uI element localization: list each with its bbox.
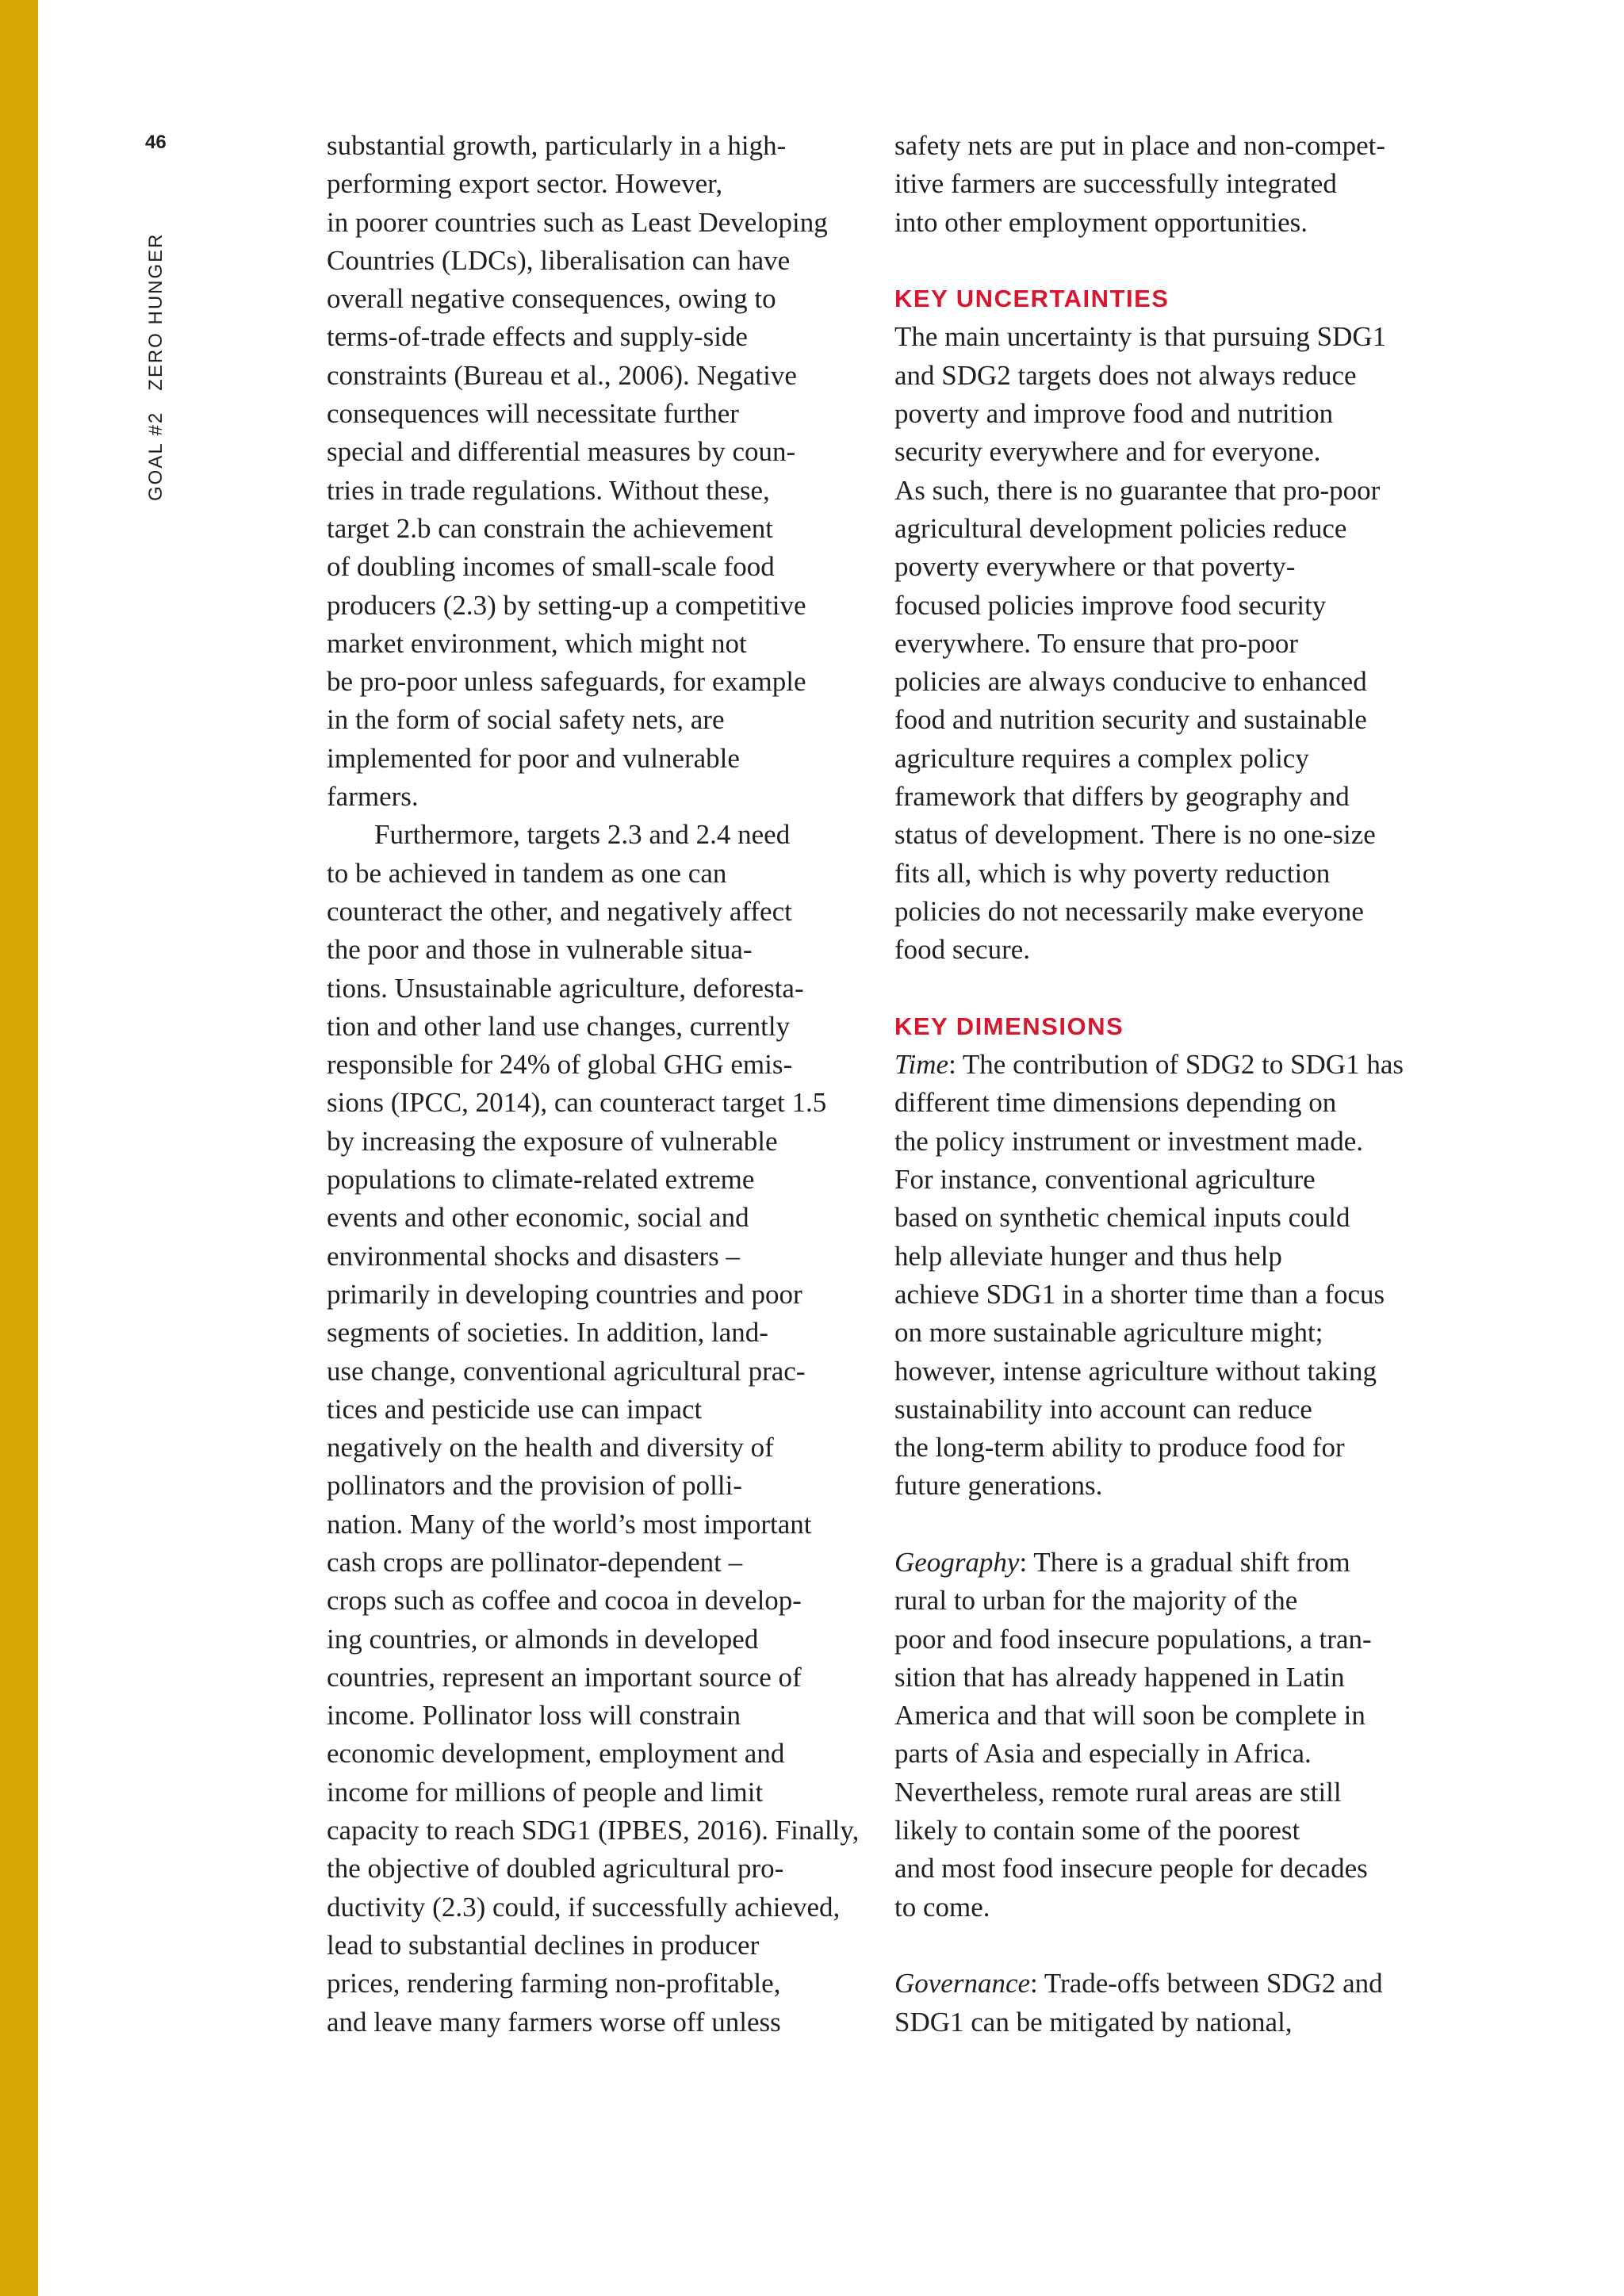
text-line: into other employment opportunities. (894, 206, 1308, 238)
text-line: target 2.b can constrain the achievement (327, 512, 774, 544)
text-line: substantial growth, particularly in a high- (327, 130, 787, 161)
text-line: the poor and those in vulnerable situa- (327, 934, 753, 966)
text-line: focused policies improve food security (894, 589, 1327, 621)
text-line: likely to contain some of the poorest (894, 1815, 1300, 1846)
text-line: For instance, conventional agriculture (894, 1164, 1316, 1196)
text-line: pollinators and the provision of polli- (327, 1470, 742, 1502)
running-head (145, 232, 167, 501)
page-edge-bar (0, 0, 38, 2296)
text-line: income for millions of people and limit (327, 1776, 764, 1808)
running-head-goal: GOAL #2 (145, 411, 167, 501)
text-line: consequences will necessitate further (327, 398, 739, 430)
text-line: America and that will soon be complete in (894, 1700, 1365, 1732)
text-line: populations to climate-related extreme (327, 1164, 755, 1196)
text-line: be pro-poor unless safeguards, for example (327, 666, 806, 698)
text-line: sition that has already happened in Latin (894, 1661, 1345, 1693)
key-dimensions-heading: KEY DIMENSIONS (894, 1012, 1124, 1040)
text-line: safety nets are put in place and non-compet- (894, 130, 1386, 161)
text-line: producers (2.3) by setting-up a competitive (327, 589, 806, 621)
text-line: primarily in developing countries and poor (327, 1278, 802, 1310)
text-line: and most food insecure people for decades (894, 1853, 1368, 1885)
text-line: agriculture requires a complex policy (894, 742, 1309, 774)
text-line: Nevertheless, remote rural areas are still (894, 1776, 1342, 1808)
text-line: ing countries, or almonds in developed (327, 1623, 759, 1655)
text-line: income. Pollinator loss will constrain (327, 1700, 741, 1732)
right-column (894, 127, 1450, 2042)
text-line: sions (IPCC, 2014), can counteract target 1.5 (327, 1087, 827, 1119)
text-line: the long-term ability to produce food for (894, 1432, 1345, 1464)
text-line: terms-of-trade effects and supply-side (327, 321, 748, 353)
text-line: sustainability into account can reduce (894, 1393, 1312, 1425)
text-line: environmental shocks and disasters – (327, 1240, 741, 1272)
text-line: overall negative consequences, owing to (327, 283, 776, 315)
time-label: Time (894, 1049, 949, 1081)
text-line: use change, conventional agricultural prac- (327, 1355, 806, 1387)
text-line: status of development. There is no one-size (894, 819, 1376, 851)
time-line-text: : The contribution of SDG2 to SDG1 has (948, 1049, 1404, 1081)
text-line: security everywhere and for everyone. (894, 436, 1321, 468)
text-line: policies are always conducive to enhanced (894, 666, 1367, 698)
text-line: The main uncertainty is that pursuing SDG1 (894, 321, 1387, 353)
text-line: future generations. (894, 1470, 1103, 1502)
text-line: of doubling incomes of small-scale food (327, 551, 775, 583)
text-line: tries in trade regulations. Without these, (327, 474, 770, 506)
text-line: SDG1 can be mitigated by national, (894, 2006, 1293, 2038)
text-line: on more sustainable agriculture might; (894, 1317, 1323, 1349)
text-line: economic development, employment and (327, 1738, 785, 1770)
text-line: crops such as coffee and cocoa in develop- (327, 1585, 802, 1617)
text-line: farmers. (327, 781, 419, 813)
text-line: everywhere. To ensure that pro-poor (894, 627, 1299, 659)
text-line: negatively on the health and diversity of (327, 1432, 774, 1464)
text-line: based on synthetic chemical inputs could (894, 1202, 1350, 1234)
text-line: nation. Many of the world’s most important (327, 1508, 812, 1540)
text-line: market environment, which might not (327, 627, 747, 659)
text-line: implemented for poor and vulnerable (327, 742, 740, 774)
text-line: fits all, which is why poverty reduction (894, 857, 1331, 889)
text-line: in the form of social safety nets, are (327, 704, 725, 736)
key-uncertainties-heading: KEY UNCERTAINTIES (894, 285, 1170, 313)
text-line: cash crops are pollinator-dependent – (327, 1546, 743, 1578)
geography-label: Geography (894, 1546, 1020, 1578)
text-line: poverty and improve food and nutrition (894, 398, 1334, 430)
text-line: and SDG2 targets does not always reduce (894, 359, 1357, 391)
text-line: tions. Unsustainable agriculture, deforesta- (327, 972, 804, 1004)
text-line: Countries (LDCs), liberalisation can have (327, 244, 791, 276)
text-line: the objective of doubled agricultural pro- (327, 1853, 784, 1885)
text-line: Furthermore, targets 2.3 and 2.4 need (374, 819, 791, 851)
text-line: ductivity (2.3) could, if successfully achieved, (327, 1891, 841, 1923)
text-line: constraints (Bureau et al., 2006). Negative (327, 359, 797, 391)
text-line: performing export sector. However, (327, 168, 723, 200)
text-line: special and differential measures by coun- (327, 436, 796, 468)
text-line: framework that differs by geography and (894, 781, 1350, 813)
text-line (894, 1965, 1450, 2003)
text-line (894, 1544, 1450, 1582)
governance-label: Governance (894, 1968, 1031, 1999)
text-line: policies do not necessarily make everyone (894, 895, 1364, 927)
text-line: achieve SDG1 in a shorter time than a focus (894, 1278, 1385, 1310)
text-line: poor and food insecure populations, a tran- (894, 1623, 1372, 1655)
text-line: countries, represent an important source of (327, 1661, 802, 1693)
text-line: capacity to reach SDG1 (IPBES, 2016). Finally, (327, 1815, 860, 1846)
text-line: by increasing the exposure of vulnerable (327, 1125, 778, 1157)
text-line: counteract the other, and negatively affect (327, 895, 792, 927)
text-line: different time dimensions depending on (894, 1087, 1337, 1119)
text-line: As such, there is no guarantee that pro-poor (894, 474, 1381, 506)
text-line: events and other economic, social and (327, 1202, 749, 1234)
text-line: however, intense agriculture without taking (894, 1355, 1377, 1387)
text-line: food and nutrition security and sustainable (894, 704, 1367, 736)
page-number: 46 (145, 132, 167, 153)
text-line: rural to urban for the majority of the (894, 1585, 1298, 1617)
text-line: to be achieved in tandem as one can (327, 857, 727, 889)
text-line: and leave many farmers worse off unless (327, 2006, 781, 2038)
text-line: tices and pesticide use can impact (327, 1393, 703, 1425)
text-line: tion and other land use changes, currently (327, 1010, 791, 1042)
text-line (894, 1046, 1450, 1084)
text-line: the policy instrument or investment made. (894, 1125, 1363, 1157)
text-line: itive farmers are successfully integrated (894, 168, 1337, 200)
running-head-title: ZERO HUNGER (145, 232, 167, 391)
governance-line-text: : Trade-offs between SDG2 and (1030, 1968, 1383, 1999)
text-line: in poorer countries such as Least Developing (327, 206, 828, 238)
left-column (327, 127, 872, 2042)
text-line: help alleviate hunger and thus help (894, 1240, 1282, 1272)
text-line: prices, rendering farming non-profitable, (327, 1968, 781, 1999)
text-line: to come. (894, 1891, 990, 1923)
text-line: lead to substantial declines in producer (327, 1929, 760, 1961)
text-line: food secure. (894, 934, 1031, 966)
geography-line-text: : There is a gradual shift from (1019, 1546, 1350, 1578)
text-line: agricultural development policies reduce (894, 512, 1347, 544)
text-line: responsible for 24% of global GHG emis- (327, 1049, 793, 1081)
text-line: segments of societies. In addition, land- (327, 1317, 768, 1349)
text-line: poverty everywhere or that poverty- (894, 551, 1296, 583)
text-line: parts of Asia and especially in Africa. (894, 1738, 1312, 1770)
